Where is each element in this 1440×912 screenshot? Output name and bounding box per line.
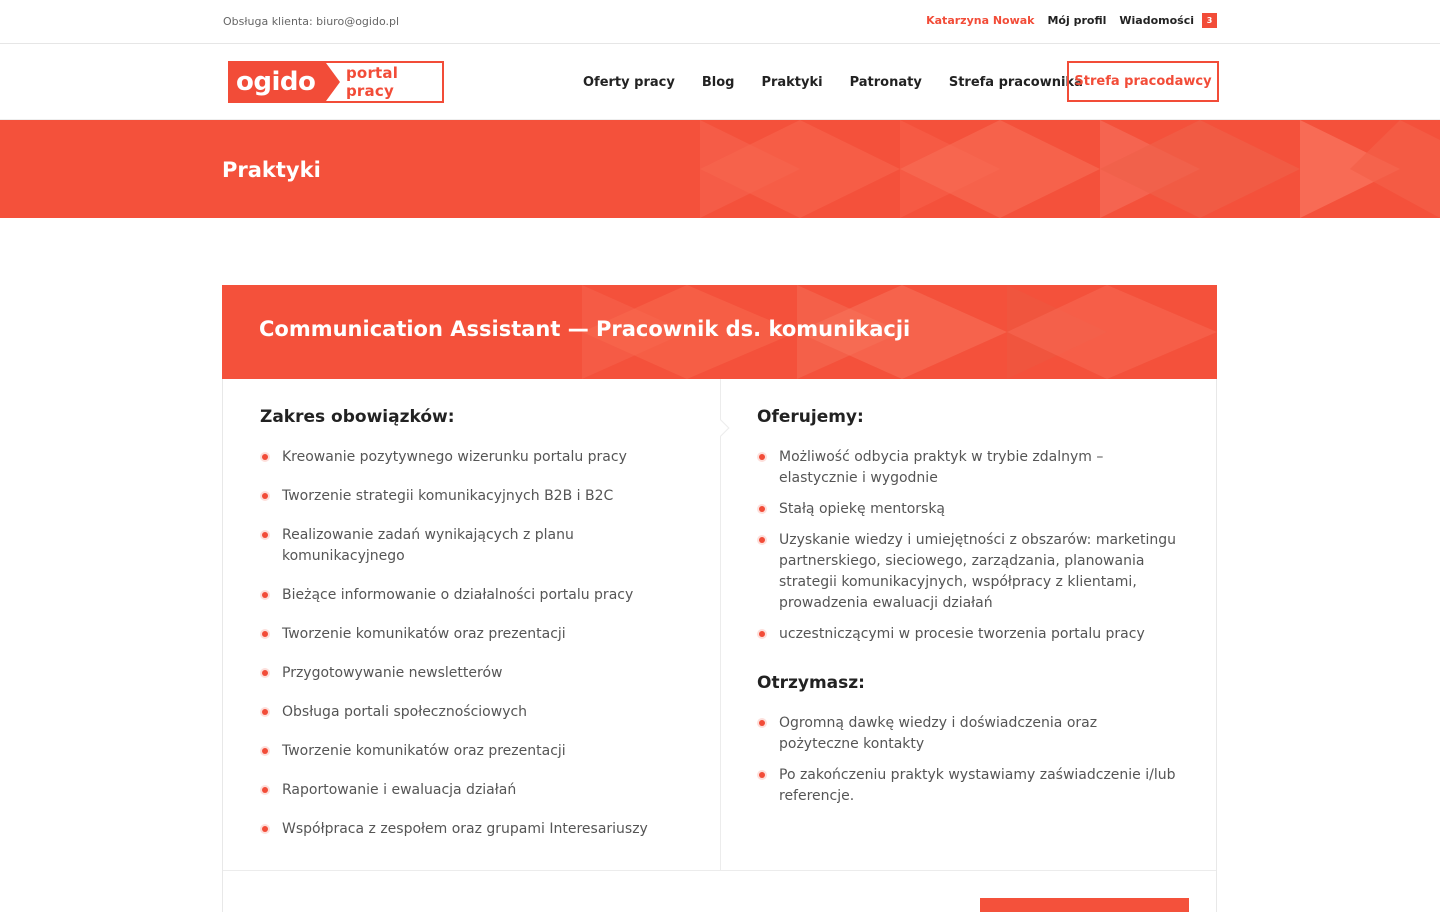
duties-heading: Zakres obowiązków: (260, 407, 455, 427)
list-item: Stałą opiekę mentorską (757, 499, 1177, 520)
list-item: Współpraca z zespołem oraz grupami Interesariuszy (260, 819, 700, 840)
list-item: uczestniczącymi w procesie tworzenia portalu pracy (757, 624, 1177, 645)
nav-job-offers[interactable]: Oferty pracy (583, 75, 675, 90)
benefits-column (757, 379, 1177, 817)
employer-zone-button[interactable]: Strefa pracodawcy (1067, 61, 1219, 102)
main-header (0, 44, 1440, 120)
duties-list (260, 447, 700, 840)
list-item: Tworzenie komunikatów oraz prezentacji (260, 624, 700, 645)
offers-heading: Oferujemy: (757, 407, 864, 427)
internship-offer-card (222, 285, 1217, 912)
offers-list (757, 447, 1177, 645)
customer-service-contact: Obsługa klienta: biuro@ogido.pl (223, 15, 400, 28)
column-divider (720, 379, 721, 871)
user-name-link[interactable]: Katarzyna Nowak (926, 14, 1035, 27)
apply-button[interactable] (980, 898, 1189, 912)
list-item: Tworzenie komunikatów oraz prezentacji (260, 741, 700, 762)
ogido-logo[interactable] (228, 61, 444, 103)
offer-title: Communication Assistant — Pracownik ds. komunikacji (259, 317, 911, 341)
list-item: Po zakończeniu praktyk wystawiamy zaświadczenie i/lub referencje. (757, 765, 1177, 807)
list-item: Ogromną dawkę wiedzy i doświadczenia oraz pożyteczne kontakty (757, 713, 1177, 755)
page-banner (0, 120, 1440, 218)
nav-patronage[interactable]: Patronaty (849, 75, 922, 90)
banner-triangle-pattern (0, 120, 1440, 218)
main-nav (583, 75, 1083, 90)
nav-blog[interactable]: Blog (701, 75, 735, 90)
page-title: Praktyki (222, 158, 321, 182)
list-item: Kreowanie pozytywnego wizerunku portalu pracy (260, 447, 700, 468)
messages-link[interactable]: Wiadomości (1119, 14, 1194, 27)
receive-list (757, 713, 1177, 807)
list-item: Realizowanie zadań wynikających z planu komunikacyjnego (260, 525, 700, 567)
my-profile-link[interactable]: Mój profil (1047, 14, 1107, 27)
nav-internships[interactable]: Praktyki (761, 75, 823, 90)
receive-heading: Otrzymasz: (757, 673, 865, 693)
list-item: Możliwość odbycia praktyk w trybie zdalnym – elastycznie i wygodnie (757, 447, 1177, 489)
list-item: Uzyskanie wiedzy i umiejętności z obszarów: marketingu partnerskiego, sieciowego, zarządzania, planowania strategii komunikacyjnych, współpracy z klientami, prowadzenia ewaluacji działań (757, 530, 1177, 614)
messages-count-badge[interactable]: 3 (1202, 13, 1217, 28)
divider-arrow-notch (713, 420, 730, 437)
nav-employee-zone[interactable]: Strefa pracownika (948, 75, 1083, 90)
duties-column (260, 379, 700, 858)
user-nav (926, 13, 1217, 28)
offer-card-header (222, 285, 1217, 379)
list-item: Obsługa portali społecznościowych (260, 702, 700, 723)
list-item: Bieżące informowanie o działalności portalu pracy (260, 585, 700, 606)
list-item: Raportowanie i ewaluacja działań (260, 780, 700, 801)
logo-sub-text: portal pracy (346, 64, 399, 100)
card-footer-divider (223, 870, 1216, 871)
list-item: Tworzenie strategii komunikacyjnych B2B i B2C (260, 486, 700, 507)
logo-main-text: ogido (230, 63, 326, 101)
top-bar (0, 0, 1440, 44)
list-item: Przygotowywanie newsletterów (260, 663, 700, 684)
